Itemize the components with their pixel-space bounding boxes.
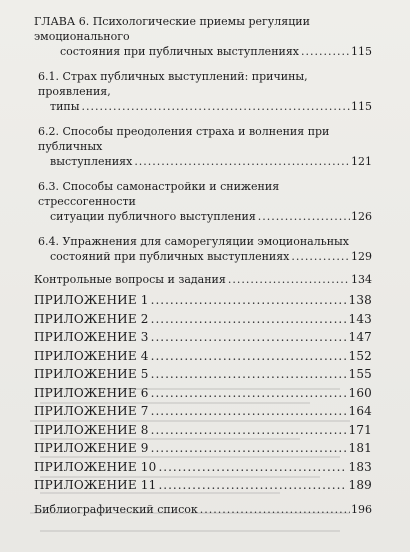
toc-chapter-6[interactable] bbox=[34, 14, 372, 59]
toc-appendix-page: 164 bbox=[348, 404, 372, 418]
toc-appendix-label: ПРИЛОЖЕНИЕ 4 bbox=[34, 348, 149, 363]
toc-section-6-1-line1: 6.1. Страх публичных выступлений: причины, проявления, bbox=[38, 70, 308, 98]
toc-appendix-page: 143 bbox=[348, 311, 372, 326]
toc-appendix-7[interactable] bbox=[34, 404, 372, 420]
toc-appendix-6[interactable] bbox=[34, 386, 372, 402]
toc-section-6-4[interactable] bbox=[34, 234, 372, 264]
toc-appendix-label: ПРИЛОЖЕНИЕ 10 bbox=[34, 459, 157, 474]
toc-appendix-label: ПРИЛОЖЕНИЕ 7 bbox=[34, 404, 149, 418]
dot-leader bbox=[82, 99, 350, 114]
toc-appendix-label: ПРИЛОЖЕНИЕ 2 bbox=[34, 311, 149, 326]
toc-appendix-label: ПРИЛОЖЕНИЕ 9 bbox=[34, 441, 149, 455]
toc-questions[interactable] bbox=[34, 272, 372, 287]
toc-section-6-3-line1: 6.3. Способы самонастройки и снижения стрессогенности bbox=[38, 180, 280, 208]
toc-appendix-page: 138 bbox=[348, 293, 372, 307]
toc-appendix-page: 189 bbox=[348, 478, 372, 492]
toc-appendix-2[interactable] bbox=[34, 312, 372, 328]
dot-leader bbox=[151, 312, 348, 328]
toc-appendix-label: ПРИЛОЖЕНИЕ 11 bbox=[34, 478, 157, 492]
toc-section-6-2-line1: 6.2. Способы преодоления страха и волнения при публичных bbox=[38, 125, 330, 153]
toc-section-6-4-page: 129 bbox=[351, 250, 372, 263]
dot-leader bbox=[151, 330, 348, 346]
toc-bibliography-page: 196 bbox=[351, 502, 372, 516]
dot-leader bbox=[200, 502, 350, 517]
dot-leader bbox=[301, 44, 350, 59]
toc-section-6-2-page: 121 bbox=[351, 155, 372, 168]
dot-leader bbox=[228, 272, 350, 287]
toc-appendix-label: ПРИЛОЖЕНИЕ 3 bbox=[34, 330, 149, 344]
toc-appendix-11[interactable] bbox=[34, 478, 372, 494]
toc-chapter-6-line1: ГЛАВА 6. Психологические приемы регуляции эмоционального bbox=[34, 15, 310, 43]
toc-appendix-page: 181 bbox=[348, 441, 372, 455]
dot-leader bbox=[151, 293, 348, 309]
toc-appendix-1[interactable] bbox=[34, 293, 372, 309]
toc-appendix-5[interactable] bbox=[34, 367, 372, 383]
toc-appendix-label: ПРИЛОЖЕНИЕ 5 bbox=[34, 367, 149, 381]
toc-appendix-page: 152 bbox=[348, 348, 372, 363]
toc-appendix-label: ПРИЛОЖЕНИЕ 6 bbox=[34, 385, 149, 400]
toc-section-6-3-page: 126 bbox=[351, 210, 372, 223]
dot-leader bbox=[151, 441, 348, 457]
toc-appendix-page: 183 bbox=[348, 459, 372, 474]
toc-appendix-9[interactable] bbox=[34, 441, 372, 457]
dot-leader bbox=[151, 386, 348, 402]
toc-section-6-4-line1: 6.4. Упражнения для саморегуляции эмоциональных bbox=[38, 235, 349, 248]
toc-appendix-page: 171 bbox=[348, 422, 372, 437]
toc-section-6-3-line2: ситуации публичного выступления bbox=[50, 210, 256, 223]
dot-leader bbox=[134, 154, 350, 169]
toc-appendix-page: 147 bbox=[348, 330, 372, 344]
toc-section-6-2[interactable] bbox=[34, 124, 372, 169]
dot-leader bbox=[158, 478, 347, 494]
dot-leader bbox=[158, 460, 347, 476]
toc-appendix-10[interactable] bbox=[34, 460, 372, 476]
toc-bibliography[interactable] bbox=[34, 502, 372, 517]
dot-leader bbox=[151, 404, 348, 420]
toc-questions-label: Контрольные вопросы и задания bbox=[34, 273, 226, 286]
toc-section-6-1-line2: типы bbox=[50, 100, 80, 113]
dot-leader bbox=[151, 349, 348, 365]
dot-leader bbox=[151, 367, 348, 383]
toc-bibliography-label: Библиографический список bbox=[34, 502, 198, 516]
dot-leader bbox=[258, 209, 350, 224]
toc-chapter-6-page: 115 bbox=[351, 45, 372, 58]
toc-appendix-label: ПРИЛОЖЕНИЕ 8 bbox=[34, 422, 149, 437]
toc-appendix-page: 155 bbox=[348, 367, 372, 381]
toc-section-6-1[interactable] bbox=[34, 69, 372, 114]
toc-section-6-3[interactable] bbox=[34, 179, 372, 224]
table-of-contents bbox=[34, 14, 372, 517]
toc-appendix-3[interactable] bbox=[34, 330, 372, 346]
toc-appendix-page: 160 bbox=[348, 385, 372, 400]
toc-section-6-2-line2: выступлениях bbox=[50, 155, 133, 168]
toc-chapter-6-line2: состояния при публичных выступлениях bbox=[60, 45, 299, 58]
dot-leader bbox=[151, 423, 348, 439]
toc-section-6-4-line2: состояний при публичных выступлениях bbox=[50, 250, 290, 263]
toc-appendix-8[interactable] bbox=[34, 423, 372, 439]
toc-appendix-4[interactable] bbox=[34, 349, 372, 365]
dot-leader bbox=[291, 249, 350, 264]
toc-appendix-label: ПРИЛОЖЕНИЕ 1 bbox=[34, 293, 149, 307]
toc-questions-page: 134 bbox=[351, 273, 372, 286]
toc-section-6-1-page: 115 bbox=[351, 100, 372, 113]
